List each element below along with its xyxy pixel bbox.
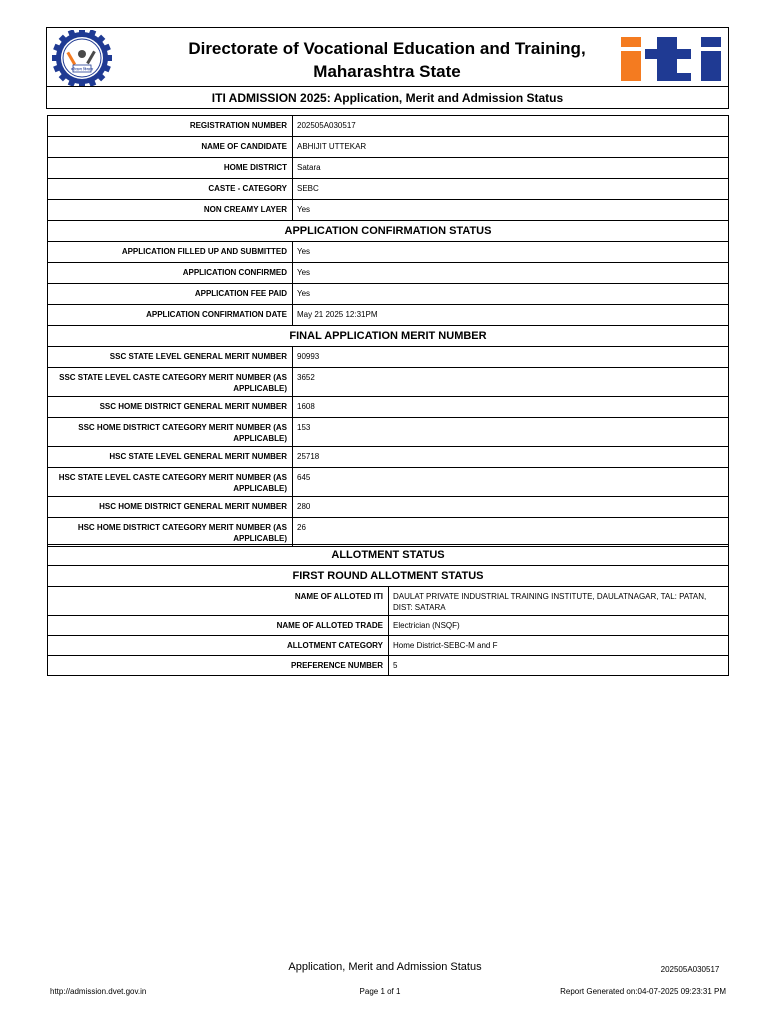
field-label: CASTE - CATEGORY [48,179,293,200]
field-value: ABHIJIT UTTEKAR [293,137,729,158]
allotment-row [48,636,729,656]
field-value: 5 [389,656,729,676]
field-value: May 21 2025 12:31PM [293,305,729,326]
confirmation-section-heading: APPLICATION CONFIRMATION STATUS [48,221,729,242]
field-value: Home District-SEBC-M and F [389,636,729,656]
confirmation-section-heading-row [48,221,729,242]
field-label: HSC HOME DISTRICT GENERAL MERIT NUMBER [48,497,293,518]
footer-report-generated: Report Generated on:04-07-2025 09:23:31 PM [560,987,726,996]
field-label: NAME OF CANDIDATE [48,137,293,158]
candidate-row [48,137,729,158]
merit-row [48,347,729,368]
field-value: SEBC [293,179,729,200]
dvet-emblem-logo [49,30,115,86]
field-value: 1608 [293,397,729,418]
field-label: PREFERENCE NUMBER [48,656,389,676]
allotment-row [48,587,729,616]
first-round-heading: FIRST ROUND ALLOTMENT STATUS [48,566,729,587]
field-label: APPLICATION CONFIRMATION DATE [48,305,293,326]
field-value: Electrician (NSQF) [389,616,729,636]
confirmation-row [48,284,729,305]
merit-row [48,368,729,397]
footer-title: Application, Merit and Admission Status [288,961,482,973]
confirmation-row [48,263,729,284]
field-value: 645 [293,468,729,497]
field-label: NON CREAMY LAYER [48,200,293,221]
merit-row [48,447,729,468]
svg-text:कौशल्य विकास: कौशल्य विकास [70,66,94,72]
candidate-row [48,158,729,179]
field-value: Yes [293,200,729,221]
field-label: NAME OF ALLOTED ITI [48,587,389,616]
confirmation-row [48,305,729,326]
organization-title-line1: Directorate of Vocational Education and Training, [188,39,586,58]
field-value: Yes [293,284,729,305]
footer-url: http://admission.dvet.gov.in [50,987,147,996]
organization-title-line2: Maharashtra State [313,62,461,81]
organization-title [137,37,637,83]
report-subtitle: ITI ADMISSION 2025: Application, Merit and Admission Status [211,91,564,105]
allotment-section-heading-row [48,545,729,566]
field-value: Satara [293,158,729,179]
field-label: HSC HOME DISTRICT CATEGORY MERIT NUMBER (AS APPLICABLE) [48,518,293,547]
report-header [46,27,729,109]
field-value: 3652 [293,368,729,397]
field-value: 280 [293,497,729,518]
merit-row [48,468,729,497]
iti-logo [619,37,725,81]
confirmation-row [48,242,729,263]
field-value: 25718 [293,447,729,468]
first-round-heading-row [48,566,729,587]
field-value: 202505A030517 [293,116,729,137]
field-label: APPLICATION CONFIRMED [48,263,293,284]
merit-row [48,418,729,447]
header-main [47,28,728,87]
merit-row [48,397,729,418]
field-label: SSC STATE LEVEL CASTE CATEGORY MERIT NUMBER (AS APPLICABLE) [48,368,293,397]
field-value: 26 [293,518,729,547]
allotment-row [48,616,729,636]
footer-page-number: Page 1 of 1 [359,987,401,996]
merit-row [48,518,729,547]
field-label: SSC HOME DISTRICT GENERAL MERIT NUMBER [48,397,293,418]
field-label: REGISTRATION NUMBER [48,116,293,137]
field-value: 153 [293,418,729,447]
candidate-row [48,179,729,200]
field-label: SSC STATE LEVEL GENERAL MERIT NUMBER [48,347,293,368]
field-label: HOME DISTRICT [48,158,293,179]
field-label: HSC STATE LEVEL GENERAL MERIT NUMBER [48,447,293,468]
field-label: APPLICATION FILLED UP AND SUBMITTED [48,242,293,263]
field-label: HSC STATE LEVEL CASTE CATEGORY MERIT NUMBER (AS APPLICABLE) [48,468,293,497]
allotment-table [47,544,729,676]
field-label: APPLICATION FEE PAID [48,284,293,305]
merit-row [48,497,729,518]
merit-section-heading-row [48,326,729,347]
field-label: SSC HOME DISTRICT CATEGORY MERIT NUMBER (AS APPLICABLE) [48,418,293,447]
field-value: 90993 [293,347,729,368]
field-label: NAME OF ALLOTED TRADE [48,616,389,636]
field-value: Yes [293,263,729,284]
allotment-section-heading: ALLOTMENT STATUS [48,545,729,566]
field-value: Yes [293,242,729,263]
merit-section-heading: FINAL APPLICATION MERIT NUMBER [48,326,729,347]
candidate-details-table [47,115,729,547]
field-label: ALLOTMENT CATEGORY [48,636,389,656]
candidate-row [48,116,729,137]
candidate-row [48,200,729,221]
allotment-row [48,656,729,676]
footer-registration-number: 202505A030517 [660,965,720,974]
field-value: DAULAT PRIVATE INDUSTRIAL TRAINING INSTITUTE, DAULATNAGAR, TAL: PATAN, DIST: SATARA [389,587,729,616]
